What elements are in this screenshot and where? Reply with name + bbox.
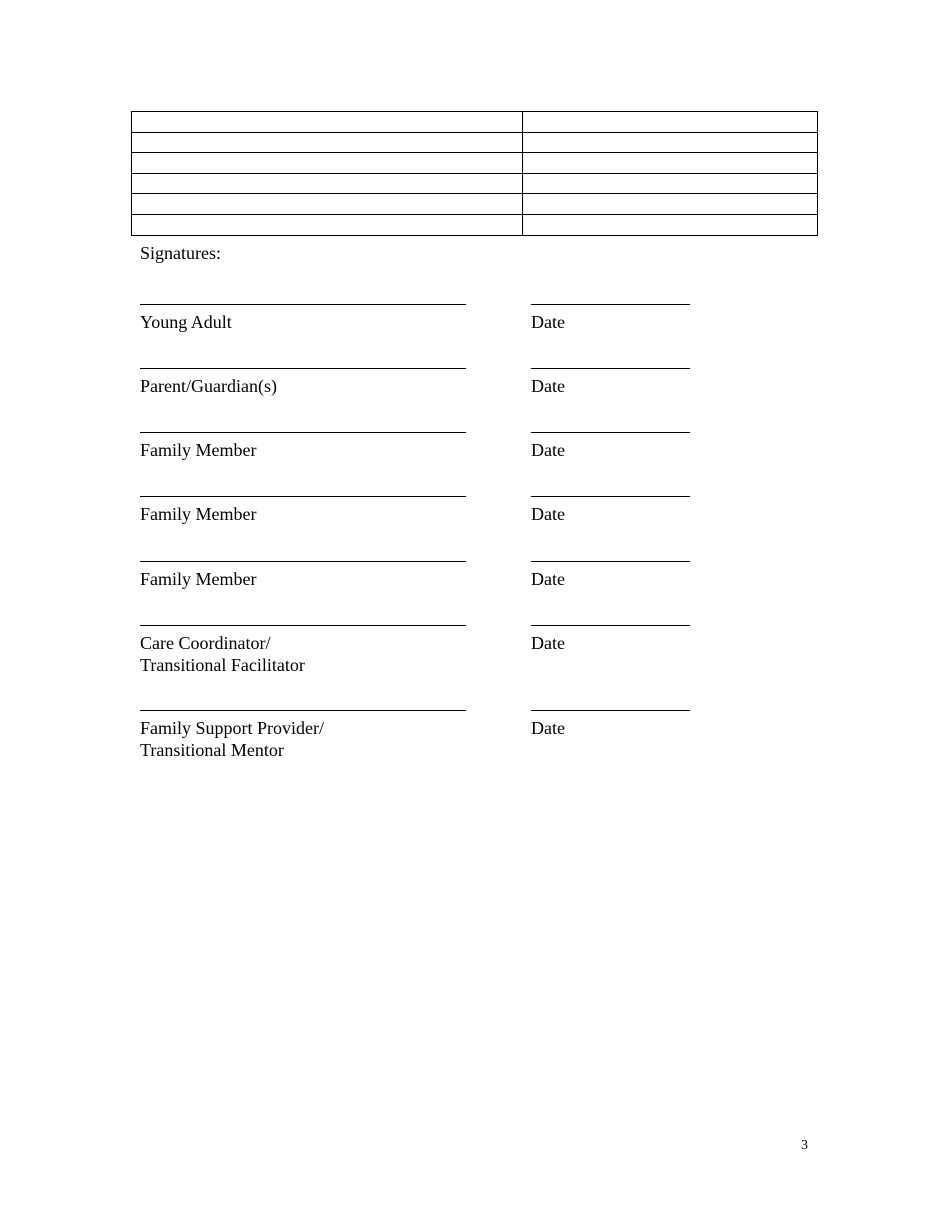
signature-line[interactable] — [140, 496, 466, 497]
signature-label-line1: Young Adult — [140, 312, 232, 332]
signature-label-line1: Family Member — [140, 569, 257, 589]
signature-line[interactable] — [140, 304, 466, 305]
signature-line[interactable] — [140, 561, 466, 562]
date-line[interactable] — [531, 496, 690, 497]
signature-label-line1: Family Member — [140, 504, 257, 524]
signature-label-line1: Family Member — [140, 440, 257, 460]
signature-line[interactable] — [140, 710, 466, 711]
table-cell[interactable] — [523, 132, 818, 153]
table-row — [132, 132, 818, 153]
signature-label — [140, 568, 256, 590]
signature-label-line2: Transitional Mentor — [140, 740, 284, 760]
table-cell[interactable] — [132, 214, 523, 235]
table-row — [132, 112, 818, 133]
signature-label — [140, 375, 277, 397]
date-label: Date — [531, 718, 565, 738]
table-cell[interactable] — [132, 112, 523, 133]
date-label: Date — [531, 376, 565, 396]
table-row — [132, 173, 818, 194]
signature-label-line1: Family Support Provider/ — [140, 718, 324, 738]
table-cell[interactable] — [132, 132, 523, 153]
table-cell[interactable] — [523, 214, 818, 235]
table-cell[interactable] — [523, 194, 818, 215]
table-cell[interactable] — [523, 173, 818, 194]
signature-label — [140, 503, 256, 525]
date-line[interactable] — [531, 432, 690, 433]
date-label: Date — [531, 312, 565, 332]
signature-line[interactable] — [140, 368, 466, 369]
signature-label — [140, 632, 305, 676]
table-cell[interactable] — [132, 194, 523, 215]
page-number: 3 — [801, 1138, 808, 1153]
date-label: Date — [531, 633, 565, 653]
signature-label-line1: Parent/Guardian(s) — [140, 376, 277, 396]
signature-label — [140, 717, 324, 761]
date-label: Date — [531, 440, 565, 460]
signature-label — [140, 311, 232, 333]
blank-table — [131, 111, 818, 236]
signature-label-line2: Transitional Facilitator — [140, 655, 305, 675]
date-line[interactable] — [531, 625, 690, 626]
table-row — [132, 194, 818, 215]
signature-label — [140, 439, 256, 461]
table-cell[interactable] — [523, 112, 818, 133]
date-label: Date — [531, 569, 565, 589]
signatures-heading: Signatures: — [140, 243, 221, 263]
date-line[interactable] — [531, 368, 690, 369]
signature-line[interactable] — [140, 625, 466, 626]
table-row — [132, 153, 818, 174]
date-line[interactable] — [531, 561, 690, 562]
table-cell[interactable] — [132, 173, 523, 194]
date-line[interactable] — [531, 304, 690, 305]
signature-line[interactable] — [140, 432, 466, 433]
signature-label-line1: Care Coordinator/ — [140, 633, 271, 653]
table-cell[interactable] — [523, 153, 818, 174]
table-row — [132, 214, 818, 235]
date-line[interactable] — [531, 710, 690, 711]
date-label: Date — [531, 504, 565, 524]
table-cell[interactable] — [132, 153, 523, 174]
